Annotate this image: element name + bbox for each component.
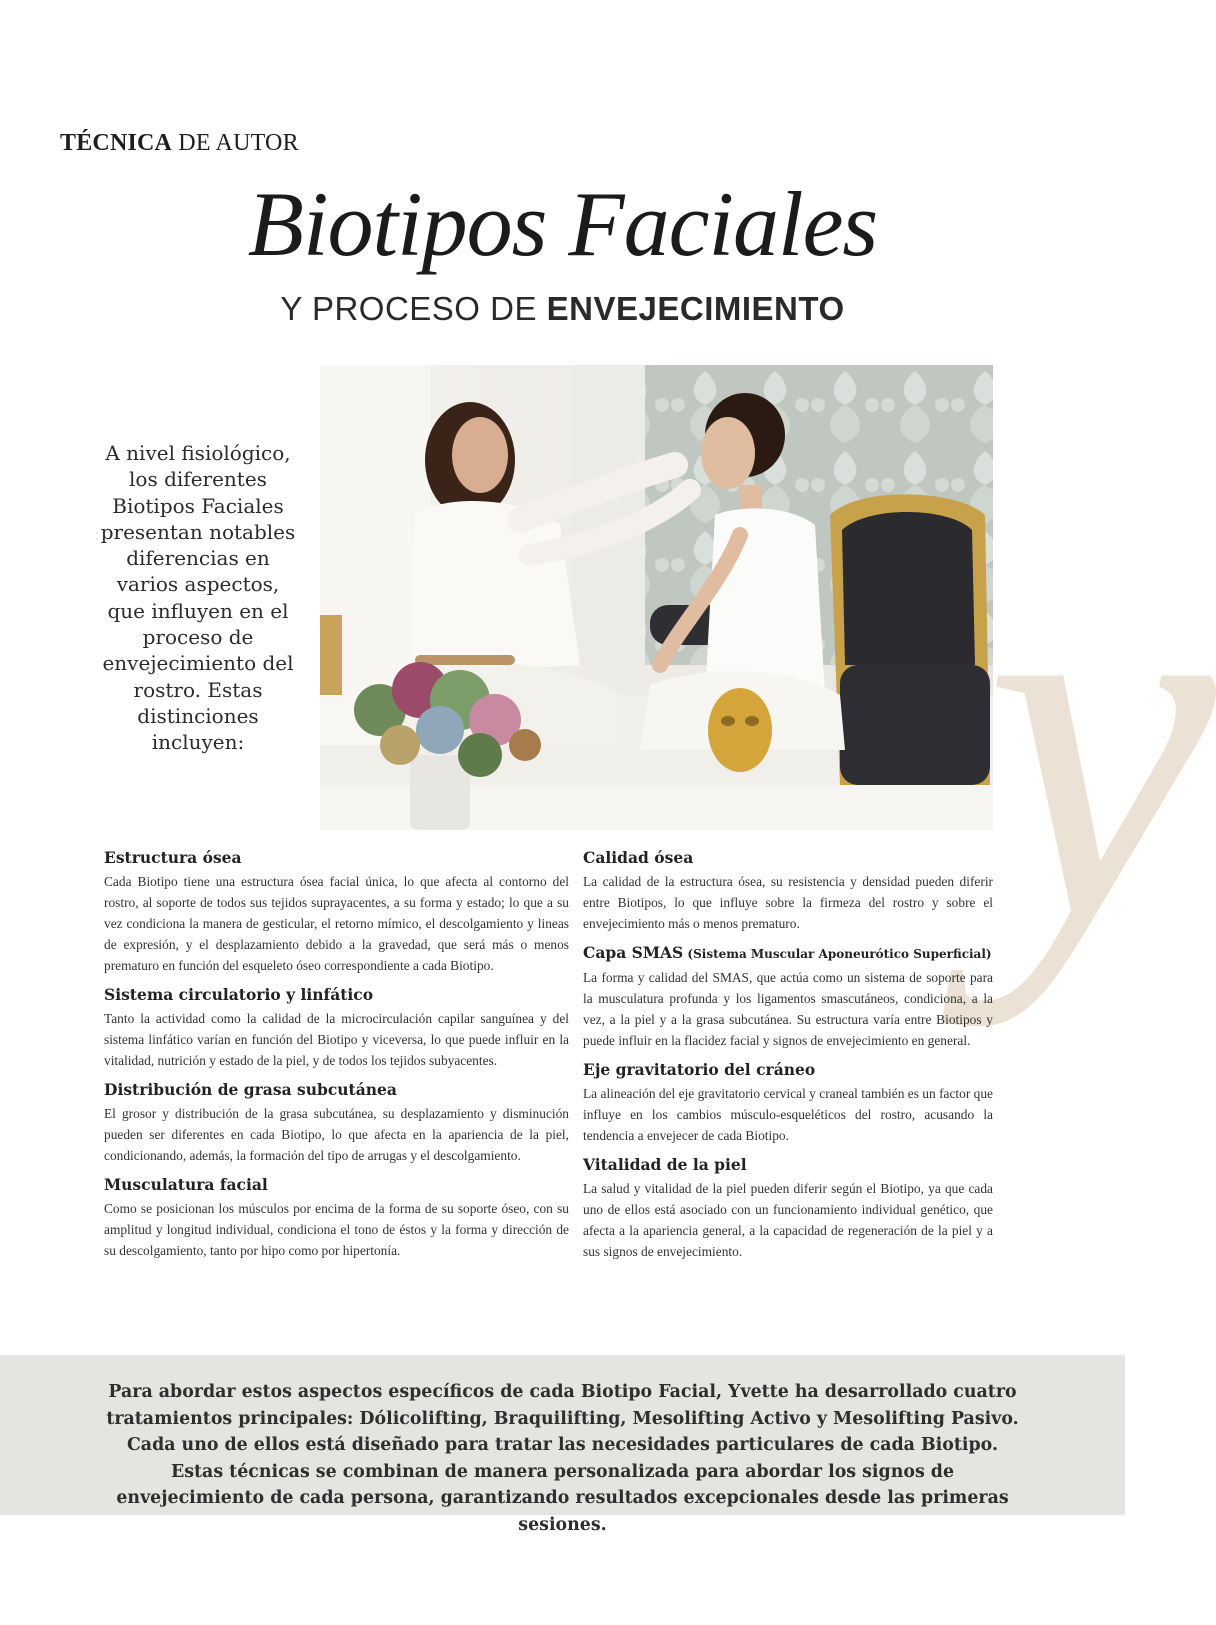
smas-heading-paren: (Sistema Muscular Aponeurótico Superficial) <box>683 947 992 961</box>
decorative-letter: y <box>985 452 1216 1027</box>
section-vitalidad-piel <box>583 1155 993 1262</box>
section-heading: Sistema circulatorio y linfático <box>104 985 374 1004</box>
section-body: El grosor y distribución de la grasa subcutánea, su desplazamiento y disminución pueden ser diferentes en cada Biotipo, lo que afecta en la apariencia de la piel, condicionando, además, la formación del tipo de arrugas y el descolgamiento. <box>104 1106 569 1163</box>
section-eje-gravitatorio <box>583 1060 993 1146</box>
intro-quote: A nivel fisiológico, los diferentes Biotipos Faciales presentan notables diferencias en varios aspectos, que influyen en el proceso de envejecimiento del rostro. Estas distinciones incluyen: <box>100 441 296 755</box>
section-heading: Calidad ósea <box>583 848 694 867</box>
section-body: La alineación del eje gravitatorio cervical y craneal también es un factor que influye en los cambios músculo-esqueléticos del rostro, acusando la tendencia a envejecer de cada Biotipo. <box>583 1086 993 1143</box>
section-heading: Distribución de grasa subcutánea <box>104 1080 397 1099</box>
section-label-rest: DE AUTOR <box>172 130 299 156</box>
section-grasa-subcutanea <box>104 1080 569 1166</box>
section-body: Cada Biotipo tiene una estructura ósea facial única, lo que afecta al contorno del rostro, al soporte de todos sus tejidos suprayacentes, a su forma y estado; lo que a su vez condiciona la manera de gesticular, el retorno mímico, el descolgamiento y lineas de expresión, y el desplazamiento debido a la gravedad, que será más o menos prematuro en función del esqueleto óseo correspondiente a cada Biotipo. <box>104 874 569 973</box>
section-body: La forma y calidad del SMAS, que actúa como un sistema de soporte para la musculatura profunda y los ligamentos smascutáneos, condiciona, a la vez, a la piel y a la grasa subcutánea. Su estructura varía entre Biotipos y puede influir en la flacidez facial y signos de envejecimiento en general. <box>583 970 993 1048</box>
right-column <box>583 848 993 1271</box>
section-label <box>60 130 299 157</box>
section-heading: Vitalidad de la piel <box>583 1155 747 1174</box>
page-title: Biotipos Faciales <box>247 173 878 275</box>
section-body: La calidad de la estructura ósea, su resistencia y densidad pueden diferir entre Biotipos, lo que influye sobre la firmeza del rostro y sobre el envejecimiento más o menos prematuro. <box>583 874 993 931</box>
section-capa-smas <box>583 943 993 1051</box>
treatment-photo-illustration <box>320 365 993 830</box>
section-heading: Estructura ósea <box>104 848 242 867</box>
section-calidad-osea <box>583 848 993 934</box>
section-heading <box>583 943 993 964</box>
bottom-summary: Para abordar estos aspectos específicos de cada Biotipo Facial, Yvette ha desarrollado cuatro tratamientos principales: Dólicolifting, Braquilifting, Mesolifting Activo y Mesolifting Pasivo. Cada uno de ellos está diseñado para tratar las necesidades particulares de cada Biotipo. Estas técnicas se combinan de manera personalizada para abordar los signos de envejecimiento de cada persona, garantizando resultados excepcionales desde las primeras sesiones. <box>106 1382 1019 1535</box>
section-heading: Musculatura facial <box>104 1175 268 1194</box>
treatment-photo <box>320 365 993 830</box>
section-body: Como se posicionan los músculos por encima de la forma de su soporte óseo, con su amplitud y longitud individual, condiciona el tono de éstos y la forma y dirección de su descolgamiento, tanto por hipo como por hipertonía. <box>104 1201 569 1258</box>
subtitle-light: Y PROCESO DE <box>280 290 547 327</box>
subtitle-strong: ENVEJECIMIENTO <box>546 290 845 327</box>
page-subtitle <box>0 290 1125 328</box>
section-heading: Eje gravitatorio del cráneo <box>583 1060 816 1079</box>
section-body: La salud y vitalidad de la piel pueden diferir según el Biotipo, ya que cada uno de ellos está asociado con un funcionamiento individual genético, que afecta a la apariencia general, a la capacidad de regeneración de la piel y a sus signos de envejecimiento. <box>583 1181 993 1259</box>
section-label-strong: TÉCNICA <box>60 130 173 156</box>
section-body: Tanto la actividad como la calidad de la microcirculación capilar sanguínea y del sistema linfático varían en función del Biotipo y viceversa, lo que puede influir en la vitalidad, nutrición y estado de la piel, y de todos los tejidos subyacentes. <box>104 1011 569 1068</box>
section-sistema-circulatorio <box>104 985 569 1071</box>
smas-heading: Capa SMAS <box>583 943 684 962</box>
section-musculatura-facial <box>104 1175 569 1261</box>
section-estructura-osea <box>104 848 569 976</box>
left-column <box>104 848 569 1270</box>
